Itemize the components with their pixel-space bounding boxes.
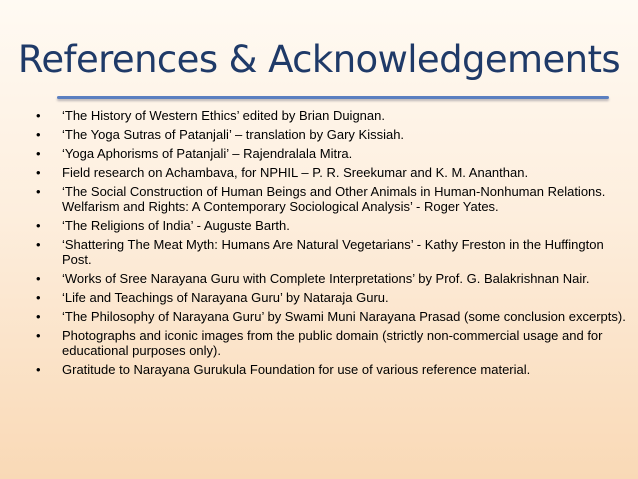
- reference-item: [36, 290, 626, 305]
- reference-text: ‘Shattering The Meat Myth: Humans Are Natural Vegetarians’ - Kathy Freston in the Huffington Post.: [62, 237, 604, 267]
- bullet-icon: •: [36, 309, 41, 324]
- reference-text: ‘The History of Western Ethics’ edited by Brian Duignan.: [62, 108, 385, 123]
- reference-text: ‘Yoga Aphorisms of Patanjali’ – Rajendralala Mitra.: [62, 146, 353, 161]
- reference-text: ‘The Social Construction of Human Beings and Other Animals in Human-Nonhuman Relations. Welfarism and Rights: A Contemporary Sociological Analysis’ - Roger Yates.: [62, 184, 606, 214]
- bullet-icon: •: [36, 146, 41, 161]
- reference-text: Field research on Achambava, for NPHIL – P. R. Sreekumar and K. M. Ananthan.: [62, 165, 529, 180]
- reference-item: [36, 237, 626, 267]
- reference-item: [36, 362, 626, 377]
- bullet-icon: •: [36, 328, 41, 343]
- reference-text: ‘The Yoga Sutras of Patanjali’ – translation by Gary Kissiah.: [62, 127, 405, 142]
- reference-text: ‘Life and Teachings of Narayana Guru’ by Nataraja Guru.: [62, 290, 389, 305]
- reference-text: ‘Works of Sree Narayana Guru with Complete Interpretations’ by Prof. G. Balakrishnan Nair.: [62, 271, 590, 286]
- bullet-icon: •: [36, 108, 41, 123]
- reference-text: ‘The Philosophy of Narayana Guru’ by Swami Muni Narayana Prasad (some conclusion excerpts).: [62, 309, 626, 324]
- reference-text: Gratitude to Narayana Gurukula Foundation for use of various reference material.: [62, 362, 531, 377]
- slide-title: References & Acknowledgements: [17, 38, 621, 81]
- reference-item: [36, 127, 626, 142]
- bullet-icon: •: [36, 184, 41, 199]
- reference-item: [36, 146, 626, 161]
- bullet-icon: •: [36, 127, 41, 142]
- bullet-icon: •: [36, 290, 41, 305]
- bullet-icon: •: [36, 218, 41, 233]
- reference-item: [36, 328, 626, 358]
- bullet-icon: •: [36, 362, 41, 377]
- reference-item: [36, 108, 626, 123]
- bullet-icon: •: [36, 271, 41, 286]
- reference-text: Photographs and iconic images from the public domain (strictly non-commercial usage and for educational purposes only).: [62, 328, 603, 358]
- reference-item: [36, 309, 626, 324]
- bullet-icon: •: [36, 237, 41, 252]
- reference-item: [36, 165, 626, 180]
- reference-item: [36, 218, 626, 233]
- reference-list: [36, 108, 626, 381]
- reference-item: [36, 184, 626, 214]
- reference-text: ‘The Religions of India’ - Auguste Barth.: [62, 218, 290, 233]
- reference-item: [36, 271, 626, 286]
- bullet-icon: •: [36, 165, 41, 180]
- title-underline: [57, 96, 609, 99]
